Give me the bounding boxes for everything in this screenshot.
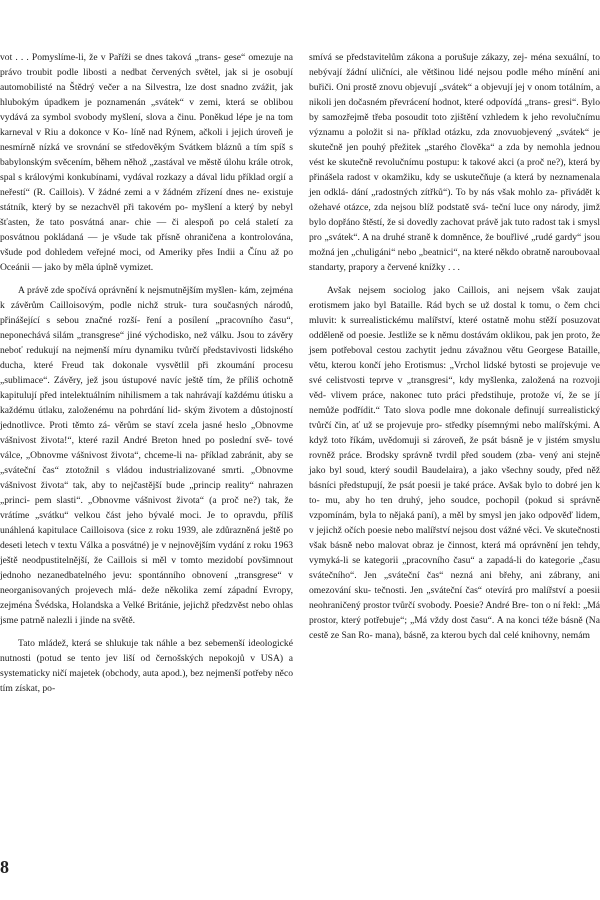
left-column bbox=[0, 50, 293, 696]
page-number: 8 bbox=[0, 857, 9, 877]
left-paragraph-1: vot . . . Pomyslíme-li, že v Paříži se dnes taková „trans- gese“ omezuje na právo troubit podle libosti a nedbat červených světel, jak si je osobují automobilisté na Štědrý večer a na Silvestra, lze dost snadno zvážit, jak hlubokým úpadkem je poznamenán „svátek“ v zemi, která se oblibou vydává za symbol svobody myšlení, slova a činu. Poněkud lépe je na tom karneval v Riu a dokonce v Ko- líně nad Rýnem, ačkoli i jejich úroveň je nesmírně nízká ve srovnání se středověkým Svátkem bláznů a tím spíš s babylonským svěcením, během něhož „zastával ve městě úlohu krále otrok, spal s královými konkubínami, vydával rozkazy a dával lidu příklad orgií a neřestí“ (R. Caillois). V žádné zemi a v žádném zřízení dnes ne- existuje státník, který by se nezachvěl při takovém po- myšlení a který by nebyl šťasten, že tato posvátná anar- chie — či alespoň po celá staletí za posvátnou pokládaná — je všude tak přísně ohraničena a kontrolována, všude pod dohledem veřejné moci, od Ameriky přes Indii a Čínu až po Oceánii — jako by měla úplně vymizet. bbox=[0, 52, 293, 273]
right-column bbox=[309, 50, 600, 643]
left-paragraph-3: Tato mládež, která se shlukuje tak náhle a bez sebemenší ideologické nutnosti (potud se tento jev liší od černošských nepokojů v USA) a systematicky ničí majetek (obchody, auta apod.), bez nejmenší potřeby něco tím získat, po- bbox=[0, 638, 293, 694]
right-paragraph-2: Avšak nejsem sociolog jako Caillois, ani nejsem však zaujat erotismem jako byl Bataille. Rád bych se už dostal k tomu, o čem chci mluvit: k surrealistickému malířství, které ostatně mohu stěží posuzovat odděleně od poesie. Jestliže se k němu dostávám oklikou, pak jen proto, že jsem potřeboval cestou zachytit jednu závažnou větu Georgese Bataille, větu, kterou končí jeho Erotismus: „Vrchol lidské bytosti se projevuje ve své celistvosti teprve v „transgresi“, kdy myšlenka, založená na rozvoji věd- vlivem práce, nakonec tuto práci předstihuje, protože ví, že se jí nemůže podřídit.“ Tato slova podle mne dokonale definují surrealistický tvůrčí čin, ať už se projevuje pro- středky písemnými nebo malířskými. A když toto říkám, uvědomuji si zároveň, že psát básně je v jistém smyslu rovněž práce. Brodsky správně tvrdil před soudem (zba- vený ani stejně jako byl soud, který soudil Baudelaira), a jako všechny soudy, před něž básníci předstupují, že psát poesii je také práce. Avšak bylo to dobré jen k to- mu, aby ho ten druhý, jeho soudce, pochopil (pokud si správně vzpomínám, byla to nějaká paní), a měl by smysl jen jako odpověď lidem, v jejichž očích poesie nebo malířství nejsou dost vážné věci. Ve skutečnosti však básně nebo malovat obraz je činnost, která má oprávnění jen tehdy, vymyká-li se kategorii „pracovního času“ a zapadá-li do kategorie „času svátečního“. Jen „sváteční čas“ nezná ani břehy, ani zábrany, ani omezování sku- tečnosti. Jen „sváteční čas“ otevírá pro malířství a poesii neohraničený prostor tvůrčí svobody. Poesie? André Bre- ton o ní řekl: „Má prostor, který potřebuje“; „Má vždy dost času“. A na konci téže básně (Na cestě ze San Ro- mana), básně, za kterou bych dal celé knihovny, nemám bbox=[309, 285, 600, 641]
right-paragraph-1: smívá se představitelům zákona a porušuje zákazy, zej- ména sexuální, to nebývají žádní uličníci, ale většinou lidé nejsou podle mého mínění ani buřiči. Oni prostě znovu objevují „svátek“ a objevují jej v onom totálním, a nikoli jen dočasném převrácení hodnot, které odpovídá „trans- gresi“. Bylo by samozřejmě třeba posoudit toto zjištění vzhledem k jeho revolučnímu významu a položit si na- příklad otázku, zda znovuobjevený „svátek“ je skutečně jen pouhý přežitek „starého člověka“ a zda by nemohla jednou vést ke skutečně revolučnímu postupu: k takové akci (a proč ne?), která by přinášela radost v okamžiku, kdy se uskutečňuje (a která by neznamenala jen odklá- dání „radostných zítřků“). To by nás však mohlo za- přivádět k ožehavé otázce, zda nejsou blíž podstatě svá- teční luce ony národy, jimž bylo dopřáno štěstí, že si dovedly zachovat právě jak tuto radost tak i smysl pro „svátek“. A na druhé straně k domněnce, že bouřlivé „rudé gardy“ jsou možná jen „chuligáni“ nebo „beatnici“, na které někdo obratně naroubovaal standarty, prapory a červené knížky . . . bbox=[309, 52, 600, 273]
left-paragraph-2: A právě zde spočívá oprávnění k nejsmutnějším myšlen- kám, zejména k závěrům Cailloisovým, podle nichž struk- tura současných národů, přinášející s sebou značné rozší- ření a posílení „pracovního času“, neponechává silám „transgrese“ jiné východisko, než válku. Jsou to závěry neboť redukují na nejmenší míru dynamiku tvůrčí představivosti lidského ducha, které Freud tak dokonale vysvětlil při zkoumání procesu „sublimace“. Závěry, jež jsou ústupové navíc ještě tím, že příliš ochotně kapitulují před intelektuálním nihilismem a tak nahrávají každému útisku a každému útlaku, založenému na pohrdání lid- ským životem a důstojností jednotlivce. Proti těmto zá- věrům se staví zcela jasné heslo „Obnovme vášnivost života!“, které razil André Breton hned po poslední svě- tové válce, „Obnovme vášnivost života“, chceme-li na- příklad zabránit, aby se „sváteční čas“ ztotožnil s vládou industrializované smrti. „Obnovme vášnivost života“ tak, aby to nejčastější bude „princip reality“ nahrazen „princi- pem slasti“. „Obnovme vášnivost života“ (a proč ne?) tak, že vrátíme „svátku“ velkou část jeho bývalé moci. Je to opravdu, příliš unáhlená kapitulace Cailloisova (sice z roku 1939, ale zdůrazněná ještě po deseti letech v textu Válka a posvátné) je v nejnovějším vydání z roku 1963 ještě neodpustitelnější, že Caillois si měl v tomto mezidobí povšimnout jednoho nezanedbatelného jevu: spontánního obnovení „transgrese“ v neorganisovaných projevech mlá- deže několika zemí západní Evropy, zejména Švédska, Holandska a Velké Británie, jejichž předzvěst nebo ohlas jsme patrně nalezli i jinde na světě. bbox=[0, 285, 293, 626]
